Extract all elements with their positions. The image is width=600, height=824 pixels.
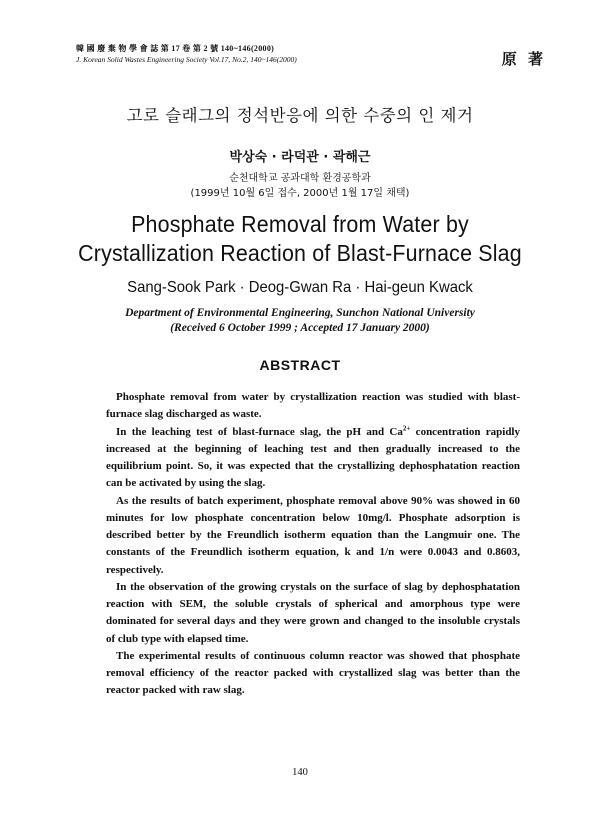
english-authors: Sang-Sook Park · Deog-Gwan Ra · Hai-geun Kwack [127,279,473,296]
abstract-heading: ABSTRACT [259,357,341,373]
journal-header [76,43,297,65]
english-title-line-1: Phosphate Removal from Water by [131,211,469,237]
abstract-paragraph-1: Phosphate removal from water by crystallization reaction was studied with blast-furnace slag discharged as waste. [106,391,520,421]
abstract-paragraph-2-text-b: concentration rapidly increased at the beginning of leaching test and then gradually increased to the equilibrium point. So, it was expected that the crystallizing dephosphatation reaction can be activated by using the slag. [106,425,520,490]
journal-citation-korean: 韓 國 廢 棄 物 學 會 誌 第 17 卷 第 2 號 140~146(2000) [76,44,275,53]
korean-received-date: (1999년 10월 6일 접수, 2000년 1월 17일 채택) [190,188,410,199]
journal-citation-english: J. Korean Solid Wastes Engineering Society Vol.17, No.2, 140~146(2000) [76,55,297,64]
abstract-paragraph-4: In the observation of the growing crystals on the surface of slag by dephosphatation reaction with SEM, the soluble crystals of spherical and amorphous type were dominated for several days and they were grown and changed to the insoluble crystals of club type with elapsed time. [106,580,520,645]
korean-title: 고로 슬래그의 정석반응에 의한 수중의 인 제거 [126,106,474,125]
english-affiliation: Department of Environmental Engineering, Sunchon National University [125,307,475,319]
page-number: 140 [292,767,308,778]
abstract-paragraph-2 [106,424,520,493]
abstract-paragraph-3: As the results of batch experiment, phosphate removal above 90% was showed in 60 minutes for low phosphate concentration below 10mg/l. Phosphate adsorption is described better by the Freundlich isotherm equation than the Langmuir one. The constants of the Freundlich isotherm equation, k and 1/n were 0.0043 and 0.8603, respectively. [106,494,520,576]
english-title [21,210,579,268]
abstract-paragraph-2-text-a: In the leaching test of blast-furnace slag, the pH and Ca [116,425,403,438]
abstract-body [106,389,520,700]
korean-affiliation: 순천대학교 공과대학 환경공학과 [229,173,371,184]
abstract-paragraph-5: The experimental results of continuous column reactor was showed that phosphate removal efficiency of the reactor packed with crystallized slag was better than the reactor packed with raw slag. [106,649,520,697]
english-affiliation-block [0,306,600,336]
calcium-charge-superscript: 2+ [402,423,411,432]
korean-authors: 박상숙 · 라덕관 · 곽해근 [229,150,371,165]
english-received-date: (Received 6 October 1999 ; Accepted 17 January 2000) [170,322,430,334]
article-type-label: 原 著 [501,50,546,68]
english-title-line-2: Crystallization Reaction of Blast-Furnace Slag [78,240,522,266]
